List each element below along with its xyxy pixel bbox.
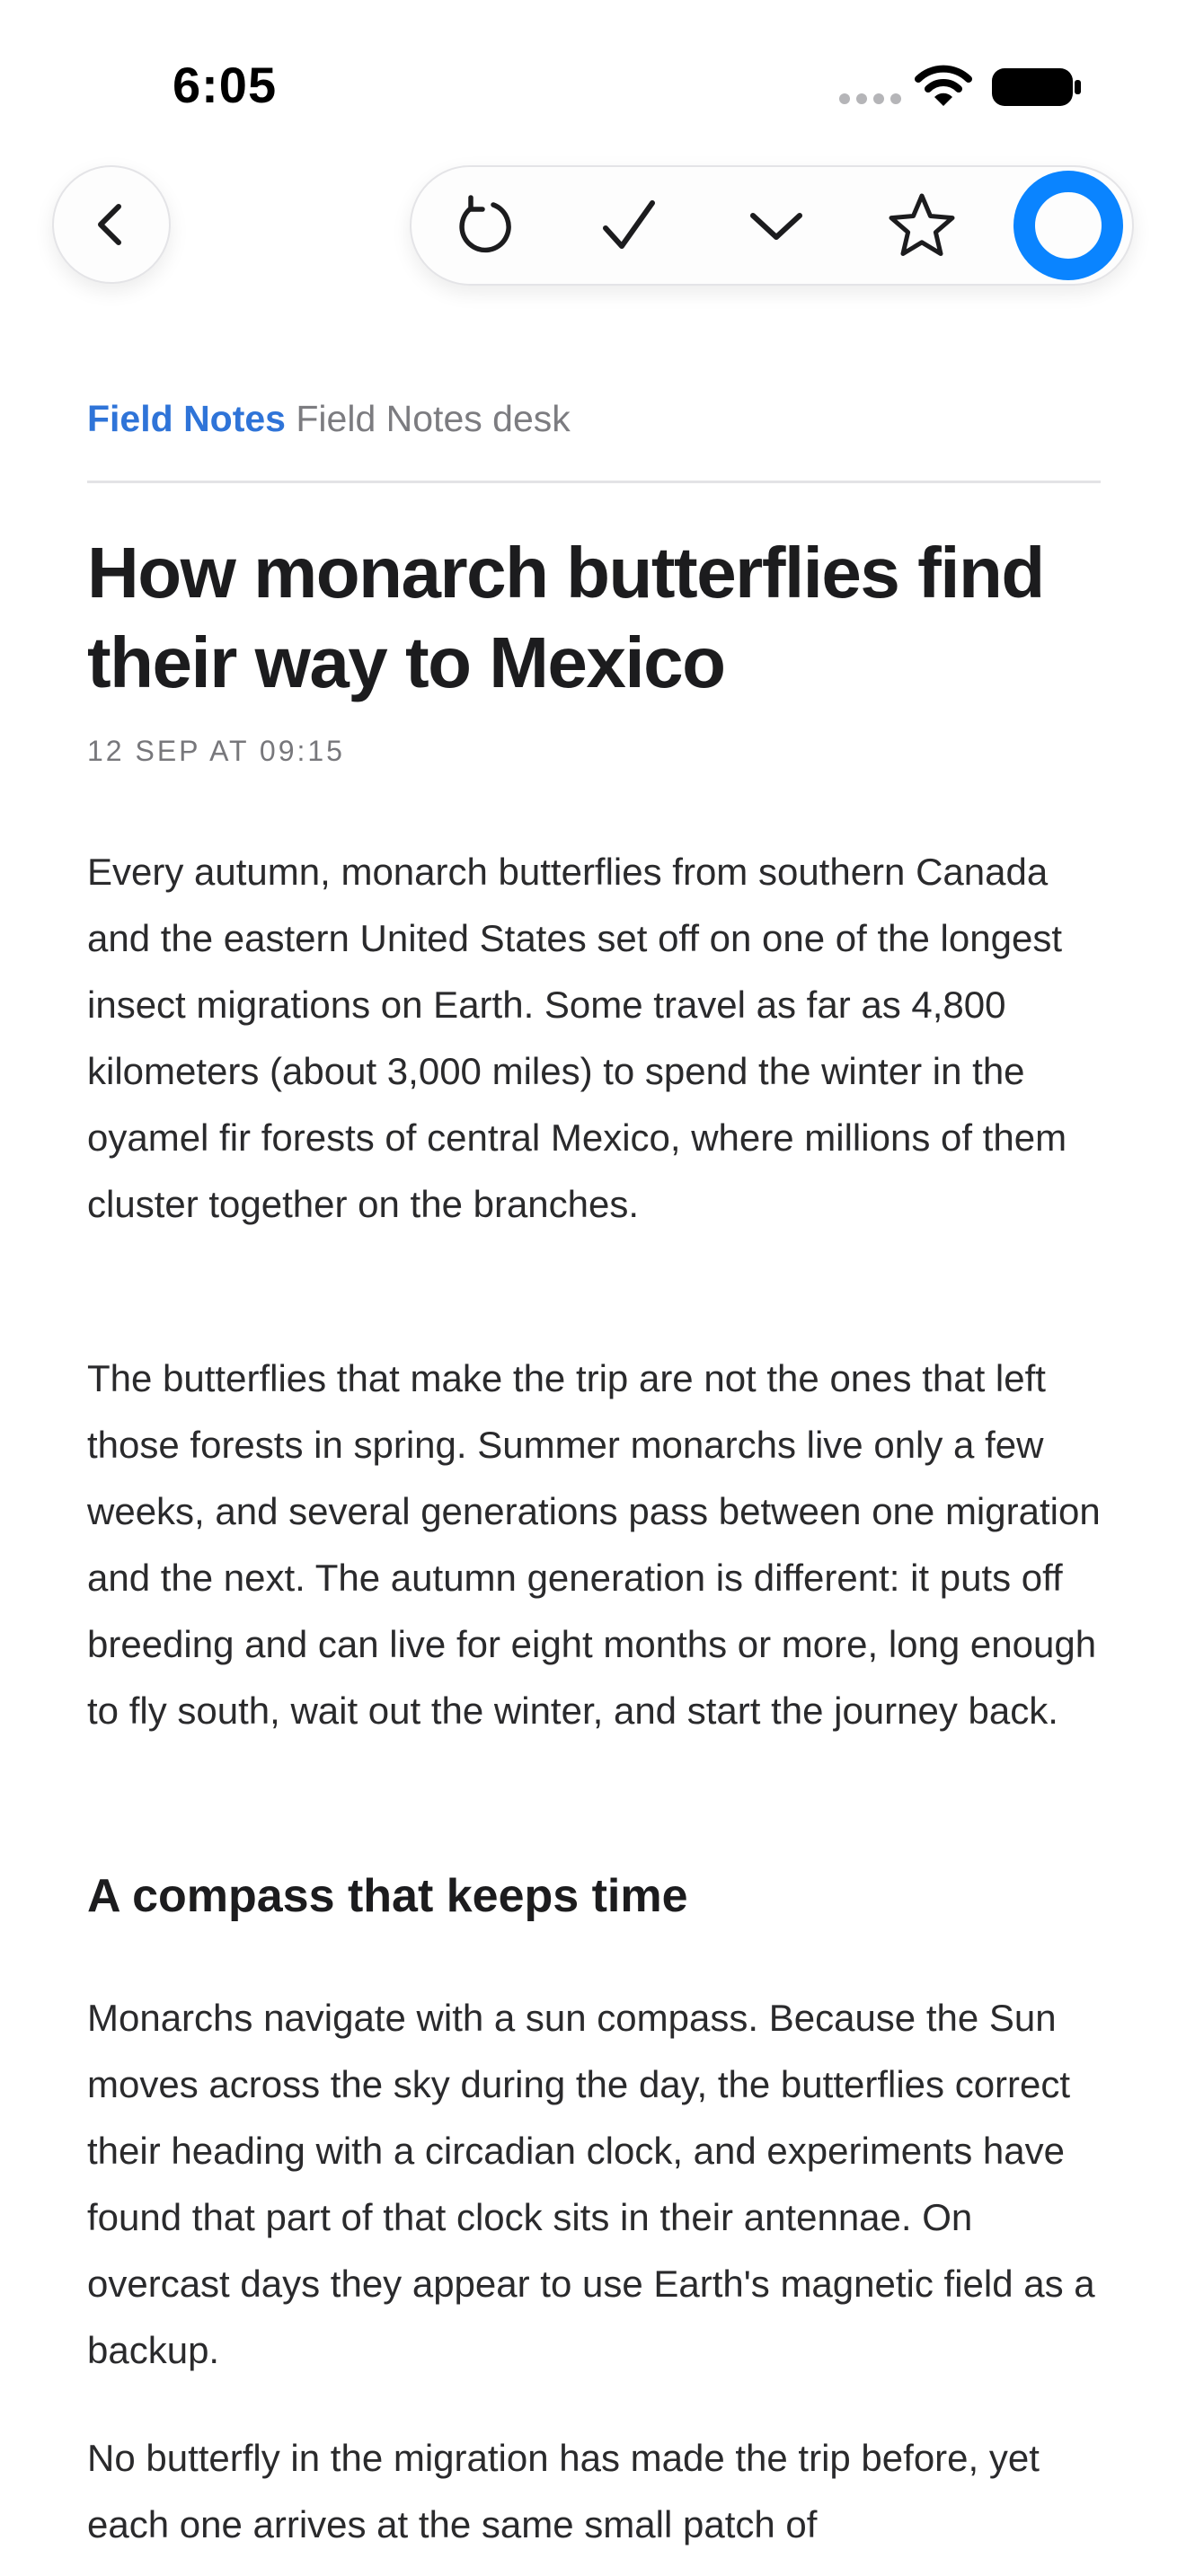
article-paragraph: Monarchs navigate with a sun compass. Because the Sun moves across the sky during the day, the butterflies correct their heading with a circadian clock, and experiments have found that part of that clock sits in their antennae. On overcast days they appear to use Earth's magnetic field as a backup. <box>87 1997 1095 2371</box>
source-desk: Field Notes desk <box>296 398 571 439</box>
source-line <box>87 395 571 442</box>
refresh-icon <box>451 192 519 260</box>
source-name-link[interactable]: Field Notes <box>87 398 286 439</box>
divider <box>87 481 1101 483</box>
action-bar <box>410 165 1134 286</box>
article-paragraph: Every autumn, monarch butterflies from southern Canada and the eastern United States set off on one of the longest insect migrations on Earth. Some travel as far as 4,800 kilometers (about 3,000 miles) to spend the winter in the oyamel fir forests of central Mexico, where millions of them cluster together on the branches. <box>87 851 1067 1225</box>
status-bar <box>0 0 1186 162</box>
more-options-button[interactable] <box>731 181 821 271</box>
checkmark-icon <box>595 192 663 260</box>
star-icon <box>886 190 958 262</box>
profile-ring-button[interactable] <box>1012 169 1125 282</box>
article-title: How monarch butterflies find their way to Mexico <box>87 533 1044 702</box>
ring-icon <box>1013 170 1124 281</box>
refresh-button[interactable] <box>440 181 530 271</box>
star-button[interactable] <box>877 181 967 271</box>
signal-dots-icon <box>839 93 901 104</box>
chevron-down-icon <box>742 192 810 260</box>
section-heading: A compass that keeps time <box>87 1870 688 1922</box>
chevron-left-icon <box>84 198 138 251</box>
dateline: 12 SEP AT 09:15 <box>87 735 345 767</box>
article-paragraph: No butterfly in the migration has made the trip before, yet each one arrives at the same small patch of <box>87 2437 1040 2545</box>
back-button[interactable] <box>52 165 171 284</box>
article-paragraph: The butterflies that make the trip are not the ones that left those forests in spring. Summer monarchs live only a few weeks, and several generations pass between one migration and the next. The autumn generation is different: it puts off breeding and can live for eight months or more, long enough to fly south, wait out the winter, and start the journey back. <box>87 1357 1101 1732</box>
wifi-icon <box>915 63 972 108</box>
status-time: 6:05 <box>173 57 278 113</box>
battery-icon <box>992 68 1082 106</box>
mark-read-button[interactable] <box>584 181 674 271</box>
